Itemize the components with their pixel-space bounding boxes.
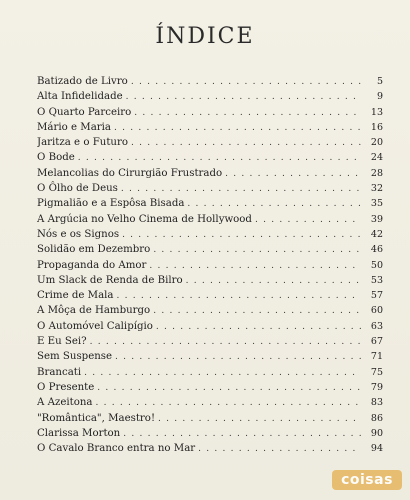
toc-entry-title: Jaritza e o Futuro: [37, 137, 128, 149]
toc-entry-page: 50: [370, 259, 383, 271]
toc-entry-page: 57: [370, 290, 383, 302]
dot-leader: [153, 304, 361, 318]
toc-entry-title: Propaganda do Amor: [37, 259, 147, 271]
toc-entry-title: Um Slack de Renda de Bilro: [37, 274, 183, 286]
toc-entry-title: O Ôlho de Deus: [37, 183, 118, 195]
toc-entry: [37, 334, 383, 349]
toc-entry: [37, 380, 383, 395]
dot-leader: [115, 350, 361, 364]
toc-entry-title: Solidão em Dezembro: [37, 244, 151, 256]
toc-entry: [37, 74, 383, 89]
toc-entry-page: 32: [370, 183, 383, 195]
toc-entry-title: Nós e os Signos: [37, 228, 120, 240]
dot-leader: [114, 121, 361, 135]
toc-entry-page: 24: [370, 152, 383, 164]
toc-entry: [37, 411, 383, 426]
dot-leader: [90, 335, 361, 349]
dot-leader: [131, 136, 361, 150]
dot-leader: [187, 197, 361, 211]
toc-entry-title: Clarissa Morton: [37, 427, 121, 439]
toc-entry-page: 35: [370, 198, 383, 210]
dot-leader: [255, 213, 361, 227]
toc-entry-page: 46: [370, 244, 383, 256]
toc-entry-title: Sem Suspense: [37, 351, 113, 363]
toc-entry: [37, 135, 383, 150]
toc-entry-page: 90: [370, 427, 383, 439]
toc-entry: [37, 426, 383, 441]
toc-entry-page: 16: [370, 121, 383, 133]
toc-entry-page: 86: [370, 412, 383, 424]
toc-entry-title: O Automóvel Calipígio: [37, 320, 153, 332]
dot-leader: [116, 289, 361, 303]
toc-entry: [37, 273, 383, 288]
toc-entry-page: 28: [370, 167, 383, 179]
toc-entry: [37, 303, 383, 318]
dot-leader: [225, 167, 361, 181]
toc-entry-title: Crime de Mala: [37, 290, 114, 302]
toc-entry-page: 9: [376, 91, 383, 103]
dot-leader: [134, 106, 361, 120]
toc-entry-page: 75: [370, 366, 383, 378]
toc-entry-title: Batizado de Livro: [37, 76, 128, 87]
toc-entry-page: 83: [370, 397, 383, 409]
toc-entry-page: 60: [370, 305, 383, 317]
dot-leader: [198, 442, 361, 456]
toc-entry-page: 94: [370, 443, 383, 455]
toc-entry: [37, 349, 383, 364]
toc-entry: [37, 227, 383, 242]
dot-leader: [122, 228, 361, 242]
dot-leader: [84, 366, 361, 380]
toc-entry: [37, 242, 383, 257]
dot-leader: [153, 243, 361, 257]
toc-entry-page: 5: [376, 76, 383, 87]
toc-entry-page: 20: [370, 137, 383, 149]
toc-entry: [37, 181, 383, 196]
dot-leader: [186, 274, 361, 288]
table-of-contents: [37, 74, 383, 456]
toc-entry: [37, 166, 383, 181]
toc-entry-title: O Presente: [37, 381, 95, 393]
dot-leader: [158, 412, 361, 426]
toc-entry-title: O Quarto Parceiro: [37, 106, 132, 118]
toc-entry: [37, 365, 383, 380]
toc-entry-page: 42: [370, 228, 383, 240]
toc-entry-title: "Romântica", Maestro!: [37, 412, 156, 424]
toc-entry-title: Brancati: [37, 366, 82, 378]
dot-leader: [131, 75, 361, 89]
toc-entry-title: O Bode: [37, 152, 75, 164]
dot-leader: [97, 381, 361, 395]
toc-entry: [37, 196, 383, 211]
toc-entry-page: 67: [370, 336, 383, 348]
toc-entry-page: 79: [370, 381, 383, 393]
watermark-logo: coisas: [332, 470, 402, 490]
toc-entry-page: 13: [370, 106, 383, 118]
toc-entry-page: 63: [370, 320, 383, 332]
dot-leader: [126, 90, 361, 104]
toc-entry-title: Alta Infidelidade: [37, 91, 123, 103]
toc-entry: [37, 319, 383, 334]
toc-entry-title: Mário e Maria: [37, 121, 111, 133]
toc-entry-title: E Eu Sei?: [37, 336, 87, 348]
toc-entry: [37, 150, 383, 165]
dot-leader: [95, 396, 361, 410]
toc-entry-page: 53: [370, 274, 383, 286]
toc-entry: [37, 441, 383, 456]
toc-entry: [37, 120, 383, 135]
toc-entry: [37, 258, 383, 273]
dot-leader: [156, 320, 361, 334]
dot-leader: [123, 427, 361, 441]
toc-entry: [37, 288, 383, 303]
dot-leader: [121, 182, 361, 196]
page-title: ÍNDICE: [155, 24, 255, 49]
toc-entry: [37, 395, 383, 410]
toc-entry-title: Melancolias do Cirurgião Frustrado: [37, 167, 223, 179]
toc-entry-title: Pigmalião e a Espôsa Bisada: [37, 198, 185, 210]
toc-entry-page: 39: [370, 213, 383, 225]
toc-entry-title: O Cavalo Branco entra no Mar: [37, 443, 196, 455]
dot-leader: [149, 259, 361, 273]
toc-entry: [37, 105, 383, 120]
dot-leader: [78, 151, 361, 165]
toc-entry: [37, 89, 383, 104]
toc-entry-title: A Môça de Hamburgo: [37, 305, 151, 317]
toc-entry-title: A Azeitona: [37, 397, 93, 409]
toc-entry-title: A Argúcia no Velho Cinema de Hollywood: [37, 213, 252, 225]
toc-entry: [37, 212, 383, 227]
toc-entry-page: 71: [370, 351, 383, 363]
